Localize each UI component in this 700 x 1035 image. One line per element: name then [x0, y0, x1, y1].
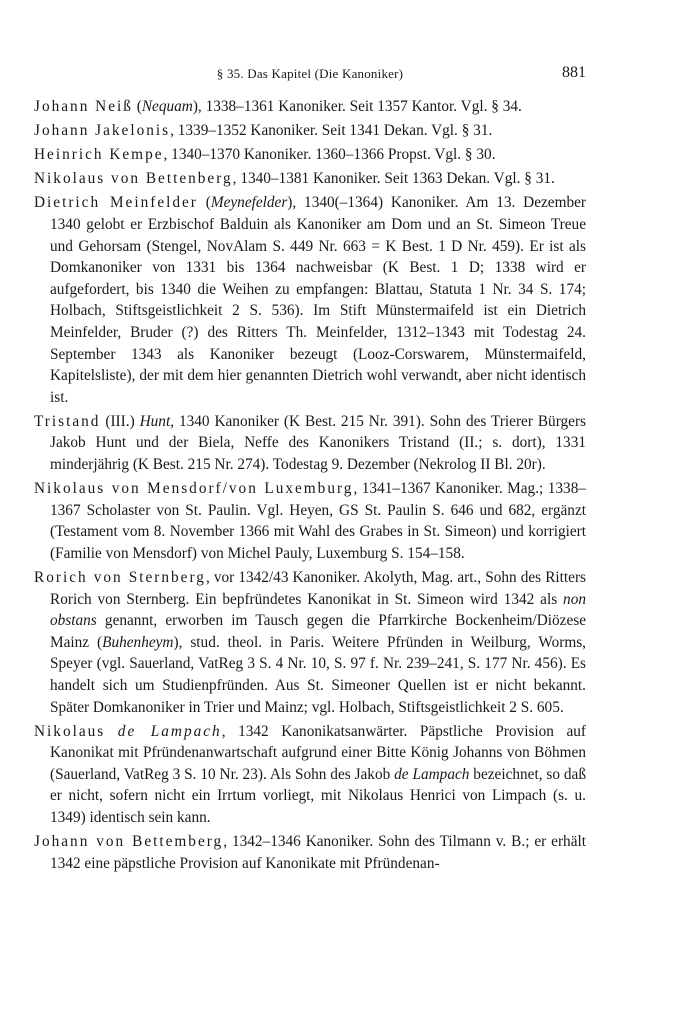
entry-text: , 1342 Kanonikatsanwärter. Päpstliche Provision auf Kanonikat mit Pfründenanwartschaft aufgrund einer Bitte König Johanns von Böhmen (Sauerland, VatReg 3 S. 10 Nr. 23). Als Sohn des Jakob: [50, 722, 587, 783]
entry-name: Heinrich Kempe: [34, 146, 164, 164]
entry-name: Johann Neiß: [34, 98, 133, 115]
entry-text: [105, 723, 118, 740]
entry-name: Johann von Bettemberg: [34, 833, 224, 851]
entry-paragraph: [34, 831, 586, 874]
entry-text: , 1340–1370 Kanoniker. 1360–1366 Propst. Vgl. § 30.: [163, 146, 496, 164]
page-number: 881: [562, 64, 586, 81]
entry-text: , 1340 Kanoniker (K Best. 215 Nr. 391). Sohn des Trierer Bürgers Jakob Hunt und der Biela, Neffe des Kanonikers Tristand (II.; s. dort), 1331 minderjährig (K Best. 215 Nr. 274). Todestag 9. Dezember (Nekrolog II Bl. 20r).: [50, 412, 586, 473]
entry-paragraph: [34, 721, 586, 829]
entry-paragraph: [34, 144, 586, 166]
entry-text: ), 1338–1361 Kanoniker. Seit 1357 Kantor. Vgl. § 34.: [192, 98, 522, 115]
entry-text: ), 1340(–1364) Kanoniker. Am 13. Dezember 1340 gelobt er Erzbischof Balduin als Kanoniker am Dom und an St. Simeon Treue und Gehorsam (Stengel, NovAlam S. 449 Nr. 663 = K Best. 1 D Nr. 459). Er ist als Domkanoniker von 1331 bis 1364 nachweisbar (K Best. 1 D; 1338 wird er aufgefordert, bis 1340 die Weihen zu empfangen: Blattau, Statuta 1 Nr. 34 S. 174; Holbach, Stiftsgeistlichkeit 2 S. 536). Im Stift Münstermaifeld ist ein Dietrich Meinfelder, Bruder (?) des Ritters Th. Meinfelder, 1312–1343 mit Todestag 24. September 1343 als Kanoniker bezeugt (Looz-Corswarem, Münstermaifeld, Kapitelsliste), der mit dem hier genannten Dietrich wohl verwandt, aber nicht identisch ist.: [50, 194, 586, 406]
entry-text: , 1340–1381 Kanoniker. Seit 1363 Dekan. Vgl. § 31.: [232, 170, 555, 188]
entry-text: genannt, erworben im Tausch gegen die Pfarrkirche Bockenheim/Diözese Mainz (: [50, 612, 586, 651]
entry-text-italic: Buhenheym: [102, 633, 174, 651]
entry-text-italic: Meynefelder: [210, 194, 288, 212]
page-header: [34, 64, 586, 86]
entry-paragraph: [34, 411, 586, 476]
entry-paragraph: [34, 96, 586, 118]
entry-name: Rorich von Sternberg: [34, 568, 206, 586]
entry-name: Nikolaus von Bettenberg: [34, 170, 233, 188]
entry-text: (: [132, 98, 142, 115]
entry-text-italic: non obstans: [50, 590, 586, 630]
entry-name: Tristand: [34, 412, 101, 430]
entry-text: (: [197, 194, 211, 212]
entry-text: ), stud. theol. in Paris. Weitere Pfründen in Weilburg, Worms, Speyer (vgl. Sauerland, VatReg 3 S. 4 Nr. 10, S. 97 f. Nr. 239–241, S. 177 Nr. 456). Es handelt sich um Studienpfründen. Aus St. Simeoner Quellen ist er nicht bekannt. Später Domkanoniker in Trier und Mainz; vgl. Holbach, Stiftsgeistlichkeit 2 S. 605.: [50, 633, 586, 716]
entry-text-italic: de Lampach: [394, 765, 470, 783]
entry-text: (III.): [100, 412, 140, 430]
entry-text: , vor 1342/43 Kanoniker. Akolyth, Mag. art., Sohn des Ritters Rorich von Sternberg. Ein bepfründetes Kanonikat in St. Simeon wird 1342 als: [50, 568, 587, 608]
entry-name: Nikolaus von Mensdorf/von Luxemburg: [34, 480, 354, 498]
entry-text-italic: de Lampach: [117, 722, 222, 740]
entry-text: , 1339–1352 Kanoniker. Seit 1341 Dekan. Vgl. § 31.: [170, 122, 493, 140]
entry-text-italic: Hunt: [139, 412, 171, 430]
entry-text: , 1341–1367 Kanoniker. Mag.; 1338–1367 Scholaster von St. Paulin. Vgl. Heyen, GS St. Paulin S. 646 und 682, ergänzt (Testament vom 8. November 1366 mit Wahl des Grabes in St. Simeon) und korrigiert (Familie von Mensdorf) von Michel Pauly, Luxemburg S. 154–158.: [50, 480, 587, 562]
entry-name: Nikolaus: [34, 722, 106, 740]
entry-paragraph: [34, 567, 586, 718]
entry-name: Johann Jakelonis: [34, 122, 171, 140]
entry-text: bezeichnet, so daß er nicht, sofern nicht ein Irrtum vorliegt, mit Nikolaus Henrici von Limpach (s. u. 1349) identisch sein kann.: [50, 765, 586, 826]
entry-paragraph: [34, 478, 586, 564]
entry-text-italic: Nequam: [141, 98, 193, 115]
entry-paragraph: [34, 192, 586, 408]
entry-name: Dietrich Meinfelder: [34, 194, 198, 212]
entry-text: , 1342–1346 Kanoniker. Sohn des Tilmann v. B.; er erhält 1342 eine päpstliche Provision auf Kanonikate mit Pfründenan-: [50, 833, 586, 872]
entry-list: [34, 96, 586, 877]
entry-paragraph: [34, 168, 586, 190]
running-head: § 35. Das Kapitel (Die Kanoniker): [216, 66, 404, 81]
entry-paragraph: [34, 120, 586, 142]
